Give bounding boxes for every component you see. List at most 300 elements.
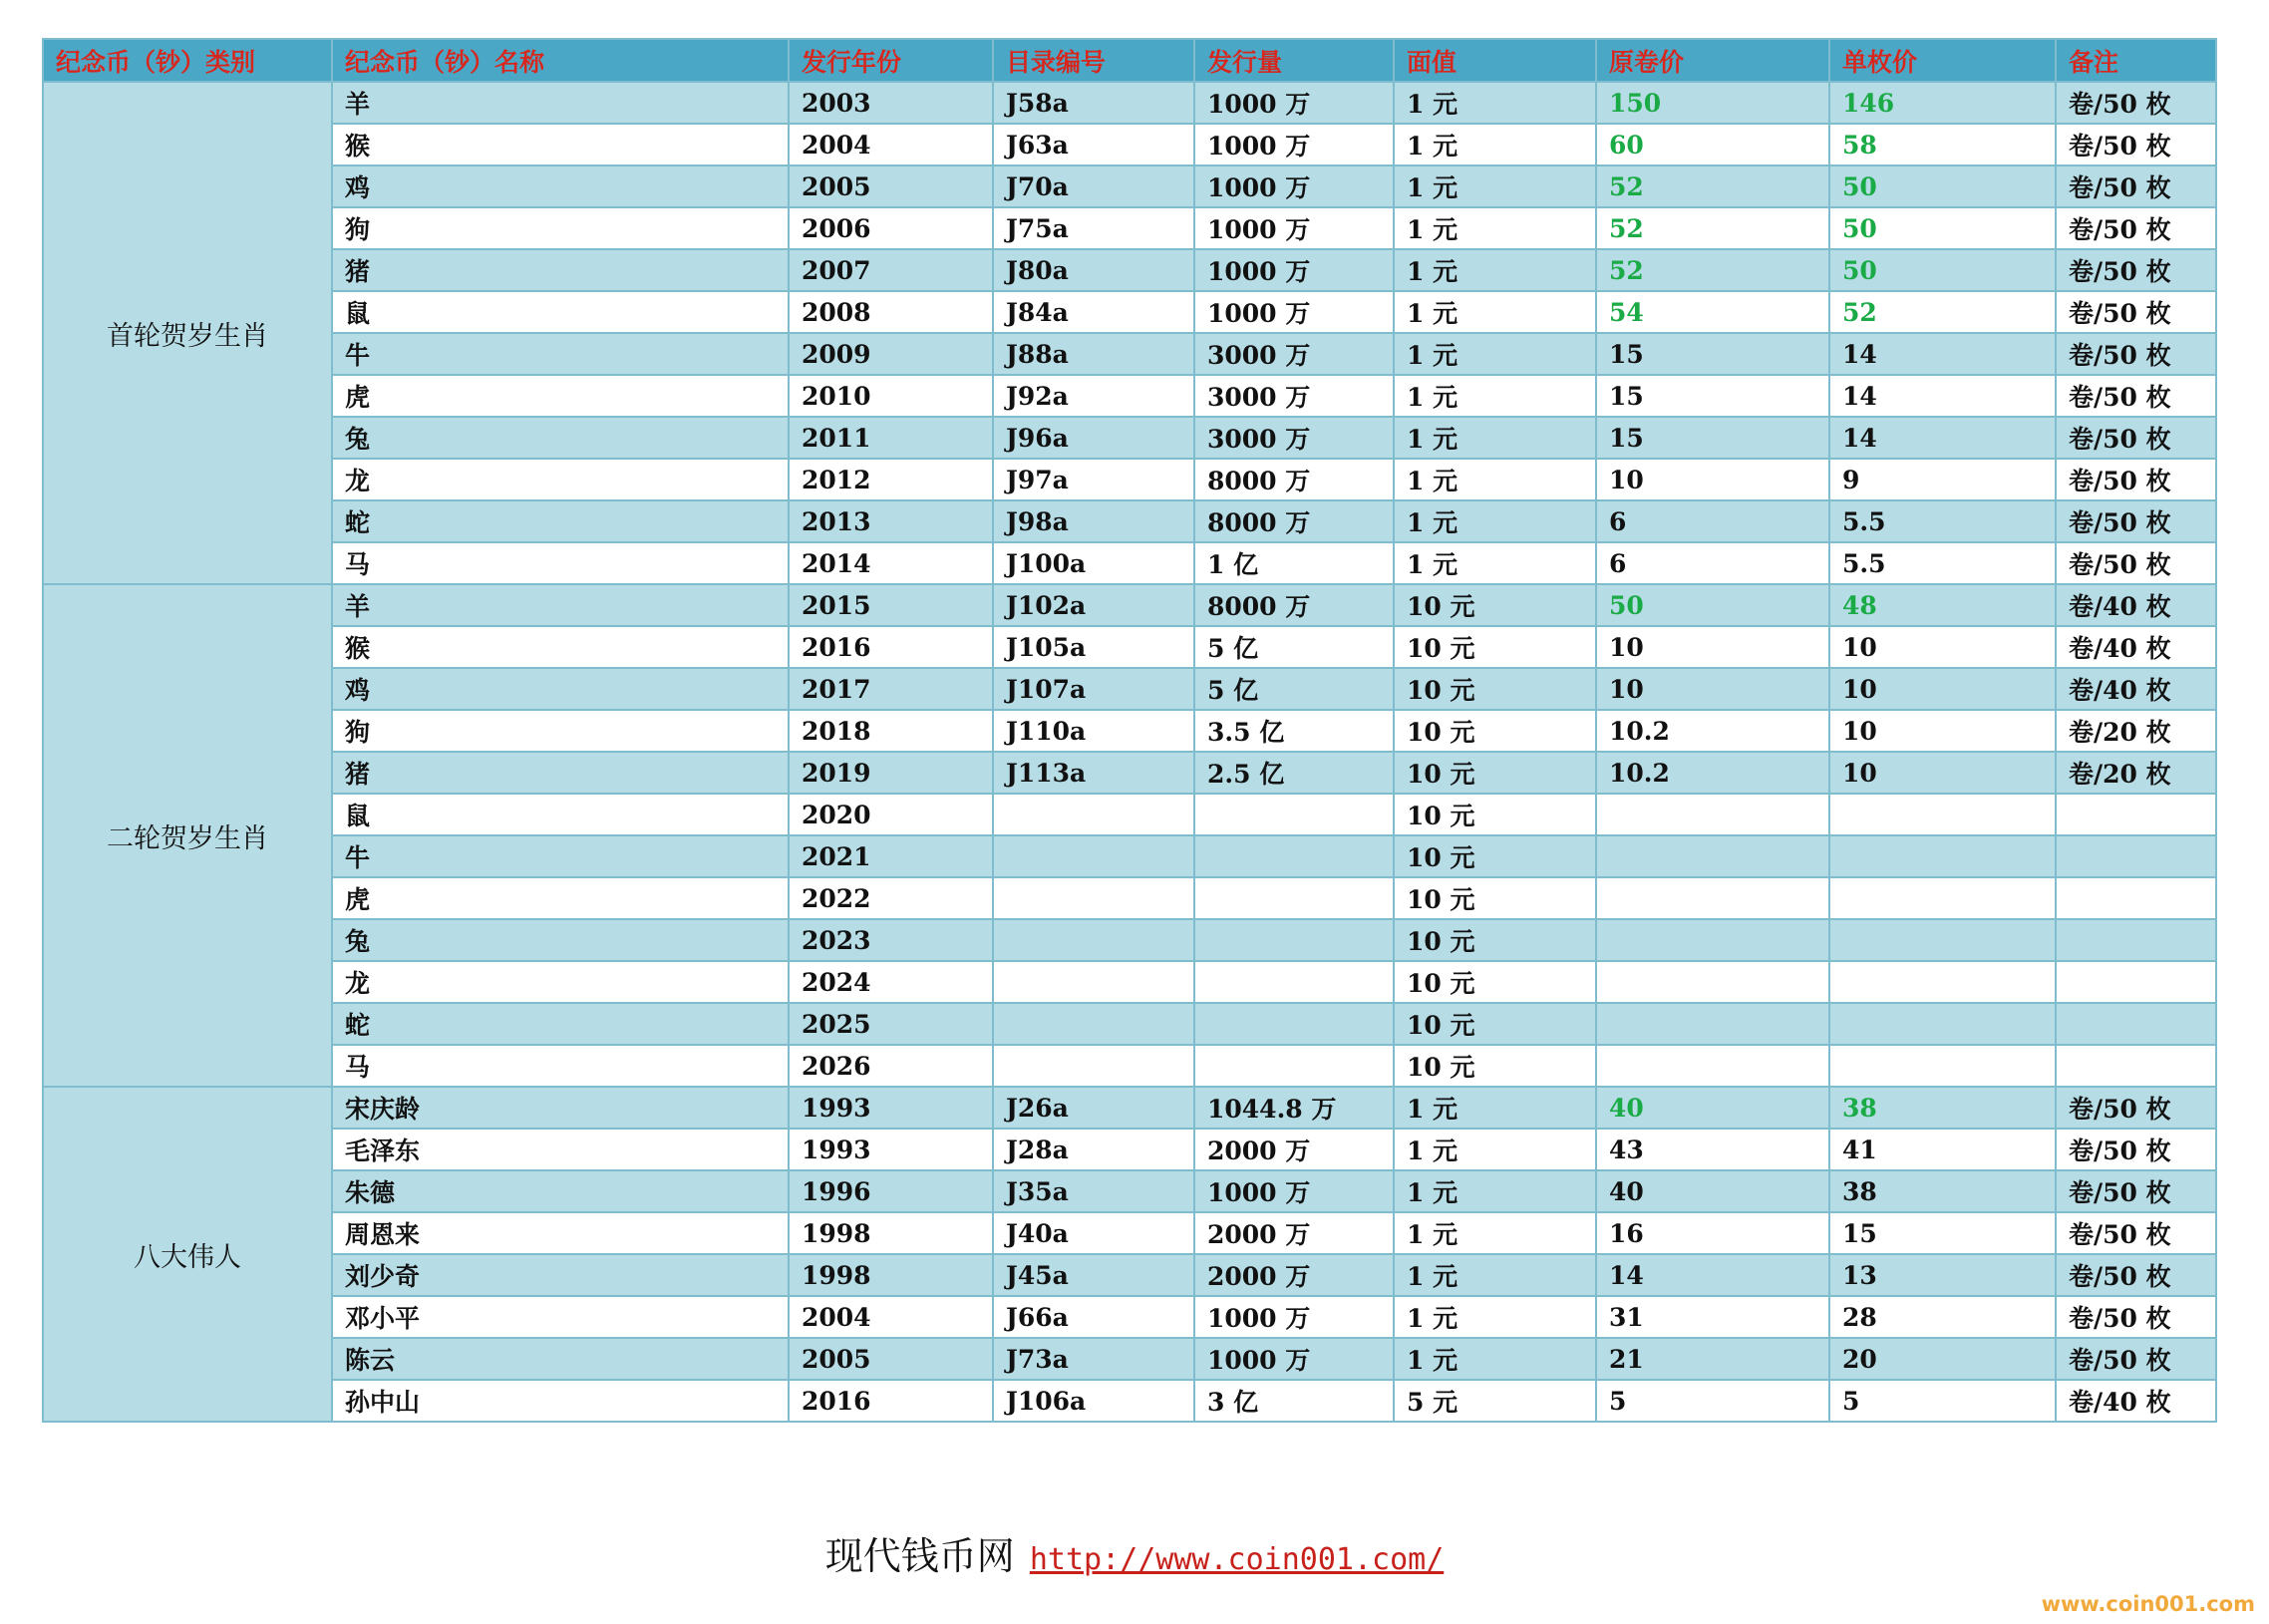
cell-roll-price: 10 [1596,668,1829,710]
cell-face-value: 10 元 [1394,1003,1596,1045]
cell-volume: 1044.8 万 [1194,1087,1394,1129]
cell-year: 2020 [789,794,993,835]
cell-year: 2007 [789,249,993,291]
cell-note: 卷/50 枚 [2056,1296,2216,1338]
cell-name: 羊 [332,82,789,124]
header-volume: 发行量 [1194,39,1394,82]
table-row [43,1003,2216,1045]
cell-roll-price: 31 [1596,1296,1829,1338]
cell-catalog [993,919,1194,961]
category-cell: 二轮贺岁生肖 [43,584,332,1087]
cell-single-price [1829,794,2056,835]
cell-volume: 3000 万 [1194,333,1394,375]
table-row [43,752,2216,794]
cell-roll-price: 10 [1596,626,1829,668]
cell-single-price: 58 [1829,124,2056,165]
cell-year: 2005 [789,1338,993,1380]
cell-volume: 3.5 亿 [1194,710,1394,752]
cell-face-value: 5 元 [1394,1380,1596,1422]
cell-year: 2004 [789,124,993,165]
cell-note: 卷/50 枚 [2056,1129,2216,1170]
cell-single-price [1829,835,2056,877]
table-row [43,542,2216,584]
table-row [43,835,2216,877]
cell-name: 羊 [332,584,789,626]
cell-catalog: J35a [993,1170,1194,1212]
cell-catalog: J45a [993,1254,1194,1296]
table-row [43,1254,2216,1296]
cell-roll-price [1596,794,1829,835]
cell-year: 2012 [789,459,993,500]
cell-name: 周恩来 [332,1212,789,1254]
cell-note: 卷/50 枚 [2056,1254,2216,1296]
cell-face-value: 1 元 [1394,207,1596,249]
cell-roll-price: 52 [1596,207,1829,249]
cell-volume: 1000 万 [1194,82,1394,124]
cell-catalog: J96a [993,417,1194,459]
table-row [43,584,2216,626]
cell-note: 卷/50 枚 [2056,82,2216,124]
cell-catalog: J106a [993,1380,1194,1422]
cell-name: 龙 [332,961,789,1003]
cell-name: 蛇 [332,1003,789,1045]
cell-face-value: 10 元 [1394,919,1596,961]
cell-single-price: 146 [1829,82,2056,124]
cell-face-value: 1 元 [1394,1212,1596,1254]
cell-catalog: J80a [993,249,1194,291]
cell-note: 卷/50 枚 [2056,207,2216,249]
cell-face-value: 1 元 [1394,249,1596,291]
cell-single-price: 10 [1829,752,2056,794]
cell-roll-price: 54 [1596,291,1829,333]
cell-single-price: 38 [1829,1170,2056,1212]
cell-note: 卷/50 枚 [2056,291,2216,333]
cell-volume: 1000 万 [1194,165,1394,207]
cell-single-price: 10 [1829,710,2056,752]
cell-name: 朱德 [332,1170,789,1212]
table-row [43,417,2216,459]
cell-single-price: 50 [1829,165,2056,207]
cell-year: 1996 [789,1170,993,1212]
cell-year: 2021 [789,835,993,877]
cell-volume: 3000 万 [1194,417,1394,459]
cell-volume: 1000 万 [1194,291,1394,333]
cell-single-price: 5.5 [1829,500,2056,542]
table-row [43,710,2216,752]
table-row [43,207,2216,249]
cell-single-price: 9 [1829,459,2056,500]
cell-name: 狗 [332,710,789,752]
cell-face-value: 1 元 [1394,1254,1596,1296]
category-cell: 首轮贺岁生肖 [43,82,332,584]
cell-year: 1998 [789,1254,993,1296]
cell-roll-price: 10 [1596,459,1829,500]
cell-roll-price: 15 [1596,417,1829,459]
cell-face-value: 1 元 [1394,375,1596,417]
cell-single-price [1829,1003,2056,1045]
cell-catalog [993,877,1194,919]
cell-name: 牛 [332,835,789,877]
cell-name: 兔 [332,919,789,961]
cell-single-price: 14 [1829,375,2056,417]
coin-price-table [42,38,2217,1423]
cell-face-value: 1 元 [1394,165,1596,207]
table-header-row [43,39,2216,82]
cell-volume: 2.5 亿 [1194,752,1394,794]
cell-name: 虎 [332,877,789,919]
cell-roll-price: 6 [1596,500,1829,542]
cell-catalog [993,1003,1194,1045]
table-row [43,1212,2216,1254]
cell-single-price: 5 [1829,1380,2056,1422]
cell-face-value: 10 元 [1394,710,1596,752]
cell-name: 马 [332,542,789,584]
cell-note: 卷/50 枚 [2056,417,2216,459]
cell-year: 2004 [789,1296,993,1338]
footer [0,1525,2269,1580]
cell-name: 宋庆龄 [332,1087,789,1129]
cell-volume: 8000 万 [1194,584,1394,626]
cell-roll-price: 50 [1596,584,1829,626]
cell-note [2056,1003,2216,1045]
cell-catalog: J110a [993,710,1194,752]
cell-note: 卷/20 枚 [2056,752,2216,794]
cell-note: 卷/50 枚 [2056,459,2216,500]
cell-name: 马 [332,1045,789,1087]
table-row [43,459,2216,500]
cell-note: 卷/50 枚 [2056,1087,2216,1129]
table-row [43,1380,2216,1422]
cell-volume: 3 亿 [1194,1380,1394,1422]
footer-site-name: 现代钱币网 [824,1534,1015,1578]
cell-volume: 3000 万 [1194,375,1394,417]
cell-single-price: 41 [1829,1129,2056,1170]
cell-face-value: 1 元 [1394,124,1596,165]
cell-name: 鸡 [332,668,789,710]
cell-catalog: J40a [993,1212,1194,1254]
cell-catalog: J58a [993,82,1194,124]
cell-volume: 1000 万 [1194,207,1394,249]
cell-catalog: J73a [993,1338,1194,1380]
cell-face-value: 1 元 [1394,333,1596,375]
cell-roll-price: 16 [1596,1212,1829,1254]
cell-roll-price: 40 [1596,1087,1829,1129]
cell-single-price: 48 [1829,584,2056,626]
table-row [43,1296,2216,1338]
cell-name: 鼠 [332,291,789,333]
cell-catalog: J88a [993,333,1194,375]
cell-year: 2010 [789,375,993,417]
cell-roll-price: 15 [1596,333,1829,375]
cell-name: 兔 [332,417,789,459]
cell-roll-price [1596,919,1829,961]
cell-year: 2005 [789,165,993,207]
table-row [43,375,2216,417]
cell-roll-price: 10.2 [1596,752,1829,794]
header-year: 发行年份 [789,39,993,82]
table-row [43,961,2216,1003]
cell-volume: 5 亿 [1194,668,1394,710]
table-row [43,165,2216,207]
cell-name: 牛 [332,333,789,375]
cell-catalog: J28a [993,1129,1194,1170]
cell-face-value: 10 元 [1394,961,1596,1003]
table-row [43,1170,2216,1212]
cell-single-price [1829,1045,2056,1087]
cell-note: 卷/50 枚 [2056,249,2216,291]
cell-note: 卷/40 枚 [2056,668,2216,710]
cell-name: 孙中山 [332,1380,789,1422]
cell-roll-price [1596,877,1829,919]
cell-face-value: 1 元 [1394,1129,1596,1170]
cell-year: 2014 [789,542,993,584]
cell-catalog: J97a [993,459,1194,500]
cell-volume [1194,919,1394,961]
cell-catalog [993,794,1194,835]
cell-note: 卷/50 枚 [2056,1170,2216,1212]
table-row [43,124,2216,165]
cell-note: 卷/50 枚 [2056,124,2216,165]
cell-roll-price: 150 [1596,82,1829,124]
cell-single-price [1829,919,2056,961]
cell-year: 2015 [789,584,993,626]
table-row [43,1087,2216,1129]
table-row [43,249,2216,291]
cell-single-price: 13 [1829,1254,2056,1296]
cell-catalog [993,1045,1194,1087]
cell-note: 卷/20 枚 [2056,710,2216,752]
cell-note [2056,1045,2216,1087]
cell-volume: 1 亿 [1194,542,1394,584]
cell-volume: 2000 万 [1194,1212,1394,1254]
cell-catalog: J100a [993,542,1194,584]
cell-face-value: 10 元 [1394,877,1596,919]
table-row [43,333,2216,375]
table-row [43,1045,2216,1087]
cell-note: 卷/40 枚 [2056,584,2216,626]
cell-volume: 5 亿 [1194,626,1394,668]
cell-volume: 2000 万 [1194,1129,1394,1170]
header-category: 纪念币（钞）类别 [43,39,332,82]
cell-year: 2003 [789,82,993,124]
category-cell: 八大伟人 [43,1087,332,1422]
cell-face-value: 10 元 [1394,835,1596,877]
table-row [43,919,2216,961]
cell-face-value: 10 元 [1394,794,1596,835]
cell-name: 猴 [332,626,789,668]
cell-name: 鸡 [332,165,789,207]
cell-single-price [1829,961,2056,1003]
cell-catalog: J105a [993,626,1194,668]
cell-year: 1993 [789,1087,993,1129]
cell-catalog: J113a [993,752,1194,794]
cell-face-value: 10 元 [1394,626,1596,668]
header-name: 纪念币（钞）名称 [332,39,789,82]
cell-year: 1993 [789,1129,993,1170]
cell-catalog: J26a [993,1087,1194,1129]
cell-face-value: 1 元 [1394,1338,1596,1380]
header-roll-price: 原卷价 [1596,39,1829,82]
cell-year: 2019 [789,752,993,794]
cell-face-value: 1 元 [1394,1087,1596,1129]
cell-face-value: 1 元 [1394,291,1596,333]
cell-roll-price: 43 [1596,1129,1829,1170]
cell-volume [1194,794,1394,835]
cell-volume [1194,877,1394,919]
cell-single-price: 10 [1829,668,2056,710]
cell-name: 蛇 [332,500,789,542]
cell-face-value: 1 元 [1394,500,1596,542]
header-face-value: 面值 [1394,39,1596,82]
cell-catalog [993,835,1194,877]
watermark: www.coin001.com [2041,1592,2255,1616]
cell-name: 猴 [332,124,789,165]
cell-face-value: 1 元 [1394,417,1596,459]
header-note: 备注 [2056,39,2216,82]
cell-single-price: 14 [1829,417,2056,459]
cell-face-value: 10 元 [1394,584,1596,626]
cell-volume: 8000 万 [1194,459,1394,500]
cell-roll-price [1596,961,1829,1003]
cell-roll-price: 52 [1596,249,1829,291]
cell-face-value: 10 元 [1394,1045,1596,1087]
cell-roll-price: 14 [1596,1254,1829,1296]
cell-year: 2008 [789,291,993,333]
cell-single-price: 50 [1829,207,2056,249]
cell-catalog: J66a [993,1296,1194,1338]
table-row [43,877,2216,919]
cell-note: 卷/50 枚 [2056,375,2216,417]
cell-note [2056,877,2216,919]
cell-roll-price: 21 [1596,1338,1829,1380]
cell-note: 卷/50 枚 [2056,333,2216,375]
cell-note: 卷/50 枚 [2056,1212,2216,1254]
cell-name: 龙 [332,459,789,500]
cell-note: 卷/50 枚 [2056,1338,2216,1380]
cell-single-price: 14 [1829,333,2056,375]
cell-face-value: 1 元 [1394,1170,1596,1212]
cell-year: 2013 [789,500,993,542]
table-row [43,1338,2216,1380]
cell-catalog: J84a [993,291,1194,333]
cell-volume [1194,1045,1394,1087]
table-body [43,82,2216,1422]
cell-volume [1194,835,1394,877]
cell-single-price: 5.5 [1829,542,2056,584]
cell-note [2056,919,2216,961]
cell-year: 2016 [789,1380,993,1422]
cell-face-value: 10 元 [1394,752,1596,794]
cell-year: 2016 [789,626,993,668]
cell-volume: 1000 万 [1194,1170,1394,1212]
cell-volume: 2000 万 [1194,1254,1394,1296]
table-row [43,794,2216,835]
cell-year: 2018 [789,710,993,752]
cell-note: 卷/40 枚 [2056,626,2216,668]
table-row [43,668,2216,710]
cell-roll-price: 52 [1596,165,1829,207]
cell-note [2056,961,2216,1003]
cell-year: 1998 [789,1212,993,1254]
cell-single-price: 28 [1829,1296,2056,1338]
cell-year: 2025 [789,1003,993,1045]
cell-roll-price: 6 [1596,542,1829,584]
cell-roll-price [1596,1003,1829,1045]
cell-catalog: J75a [993,207,1194,249]
cell-catalog [993,961,1194,1003]
cell-catalog: J98a [993,500,1194,542]
header-single-price: 单枚价 [1829,39,2056,82]
cell-single-price: 10 [1829,626,2056,668]
cell-face-value: 1 元 [1394,1296,1596,1338]
cell-year: 2009 [789,333,993,375]
table-row [43,626,2216,668]
table-row [43,1129,2216,1170]
cell-name: 猪 [332,249,789,291]
cell-volume [1194,961,1394,1003]
cell-name: 刘少奇 [332,1254,789,1296]
cell-note: 卷/40 枚 [2056,1380,2216,1422]
cell-volume [1194,1003,1394,1045]
table-row [43,291,2216,333]
cell-single-price: 52 [1829,291,2056,333]
cell-face-value: 1 元 [1394,459,1596,500]
cell-catalog: J107a [993,668,1194,710]
cell-name: 虎 [332,375,789,417]
cell-note: 卷/50 枚 [2056,542,2216,584]
cell-face-value: 10 元 [1394,668,1596,710]
cell-roll-price: 40 [1596,1170,1829,1212]
cell-single-price: 20 [1829,1338,2056,1380]
cell-name: 狗 [332,207,789,249]
cell-name: 毛泽东 [332,1129,789,1170]
cell-name: 鼠 [332,794,789,835]
header-catalog-number: 目录编号 [993,39,1194,82]
cell-roll-price [1596,835,1829,877]
cell-note [2056,794,2216,835]
cell-name: 邓小平 [332,1296,789,1338]
cell-single-price: 50 [1829,249,2056,291]
cell-note: 卷/50 枚 [2056,500,2216,542]
cell-name: 猪 [332,752,789,794]
cell-roll-price: 15 [1596,375,1829,417]
cell-volume: 8000 万 [1194,500,1394,542]
cell-roll-price: 5 [1596,1380,1829,1422]
cell-catalog: J70a [993,165,1194,207]
cell-year: 2026 [789,1045,993,1087]
cell-year: 2024 [789,961,993,1003]
cell-roll-price [1596,1045,1829,1087]
table-row [43,500,2216,542]
cell-year: 2017 [789,668,993,710]
cell-catalog: J102a [993,584,1194,626]
cell-volume: 1000 万 [1194,1338,1394,1380]
cell-volume: 1000 万 [1194,249,1394,291]
cell-single-price: 38 [1829,1087,2056,1129]
cell-year: 2011 [789,417,993,459]
cell-catalog: J92a [993,375,1194,417]
cell-note [2056,835,2216,877]
cell-volume: 1000 万 [1194,124,1394,165]
table-row [43,82,2216,124]
footer-url-link[interactable]: http://www.coin001.com/ [1029,1542,1445,1577]
cell-face-value: 1 元 [1394,82,1596,124]
cell-single-price [1829,877,2056,919]
cell-year: 2023 [789,919,993,961]
cell-roll-price: 10.2 [1596,710,1829,752]
cell-year: 2022 [789,877,993,919]
cell-name: 陈云 [332,1338,789,1380]
